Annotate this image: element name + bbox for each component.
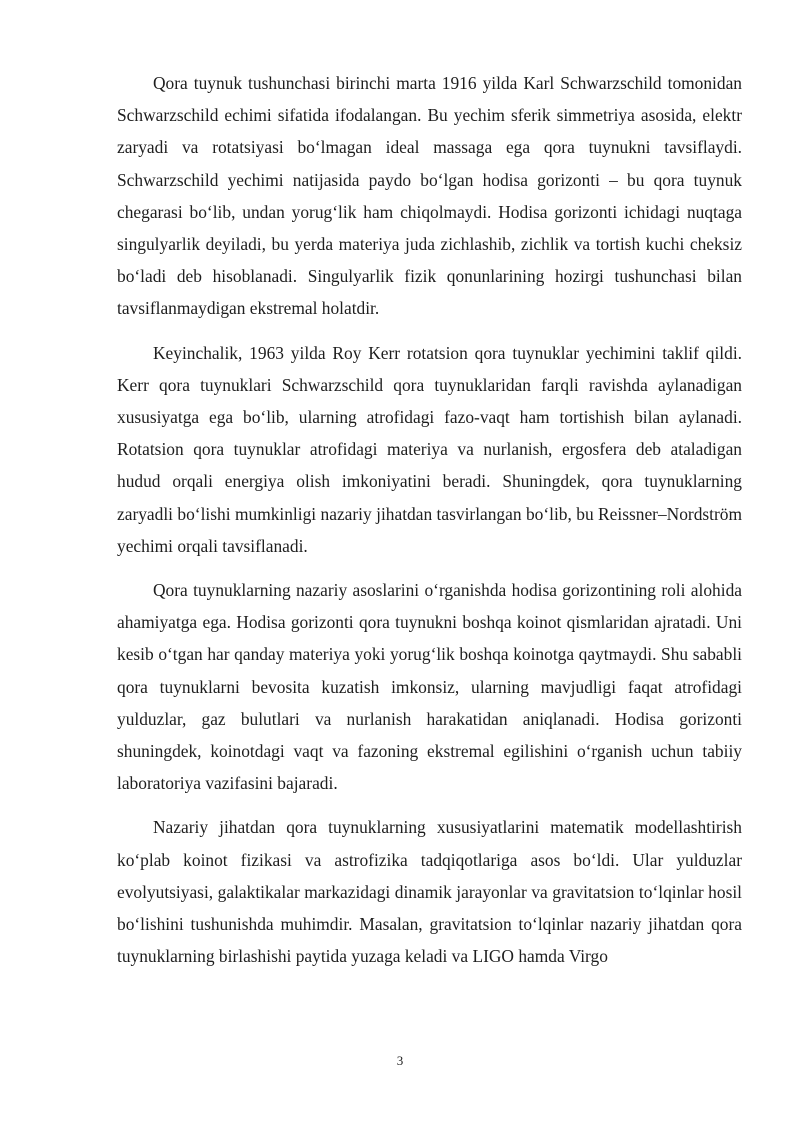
- page-number: 3: [396, 1053, 404, 1068]
- paragraph-event-horizon: Qora tuynuklarning nazariy asoslarini o‘rganishda hodisa gorizontining roli alohida ahamiyatga ega. Hodisa gorizonti qora tuynukni boshqa koinot qismlaridan ajratadi. Uni kesib o‘tgan har qanday materiya yoki yorug‘lik boshqa koinotga qaytmaydi. Shu sababli qora tuynuklarni bevosita kuzatish imkonsiz, ularning mavjudligi faqat atrofidagi yulduzlar, gaz bulutlari va nurlanish harakatidan aniqlanadi. Hodisa gorizonti shuningdek, koinotdagi vaqt va fazoning ekstremal egilishini o‘rganish uchun tabiiy laboratoriya vazifasini bajaradi.: [117, 580, 742, 794]
- paragraph-modelling: Nazariy jihatdan qora tuynuklarning xususiyatlarini matematik modellashtirish ko‘plab koinot fizikasi va astrofizika tadqiqotlariga asos bo‘ldi. Ular yulduzlar evolyutsiyasi, galaktikalar markazidagi dinamik jarayonlar va gravitatsion to‘lqinlar hosil bo‘lishini tushunishda muhimdir. Masalan, gravitatsion to‘lqinlar nazariy jihatdan qora tuynuklarning birlashishi paytida yuzaga keladi va LIGO hamda Virgo: [117, 817, 742, 967]
- paragraph-schwarzschild: Qora tuynuk tushunchasi birinchi marta 1916 yilda Karl Schwarzschild tomonidan Schwarzschild echimi sifatida ifodalangan. Bu yechim sferik simmetriya asosida, elektr zaryadi va rotatsiyasi bo‘lmagan ideal massaga ega qora tuynukni tavsiflaydi. Schwarzschild yechimi natijasida paydo bo‘lgan hodisa gorizonti – bu qora tuynuk chegarasi bo‘lib, undan yorug‘lik ham chiqolmaydi. Hodisa gorizonti ichidagi nuqtaga singulyarlik deyiladi, bu yerda materiya juda zichlashib, zichlik va tortish kuchi cheksiz bo‘ladi deb hisoblanadi. Singulyarlik fizik qonunlarining hozirgi tushunchasi bilan tavsiflanmaydigan ekstremal holatdir.: [117, 73, 742, 319]
- body-text: [117, 67, 742, 984]
- paragraph-kerr: Keyinchalik, 1963 yilda Roy Kerr rotatsion qora tuynuklar yechimini taklif qildi. Kerr qora tuynuklari Schwarzschild qora tuynuklaridan farqli ravishda aylanadigan xususiyatga ega bo‘lib, ularning atrofidagi fazo-vaqt ham tortishish bilan aylanadi. Rotatsion qora tuynuklar atrofidagi materiya va nurlanish, ergosfera deb ataladigan hudud orqali energiya olish imkoniyatini beradi. Shuningdek, qora tuynuklarning zaryadli bo‘lishi mumkinligi nazariy jihatdan tasvirlangan bo‘lib, bu Reissner–Nordström yechimi orqali tavsiflanadi.: [117, 342, 742, 556]
